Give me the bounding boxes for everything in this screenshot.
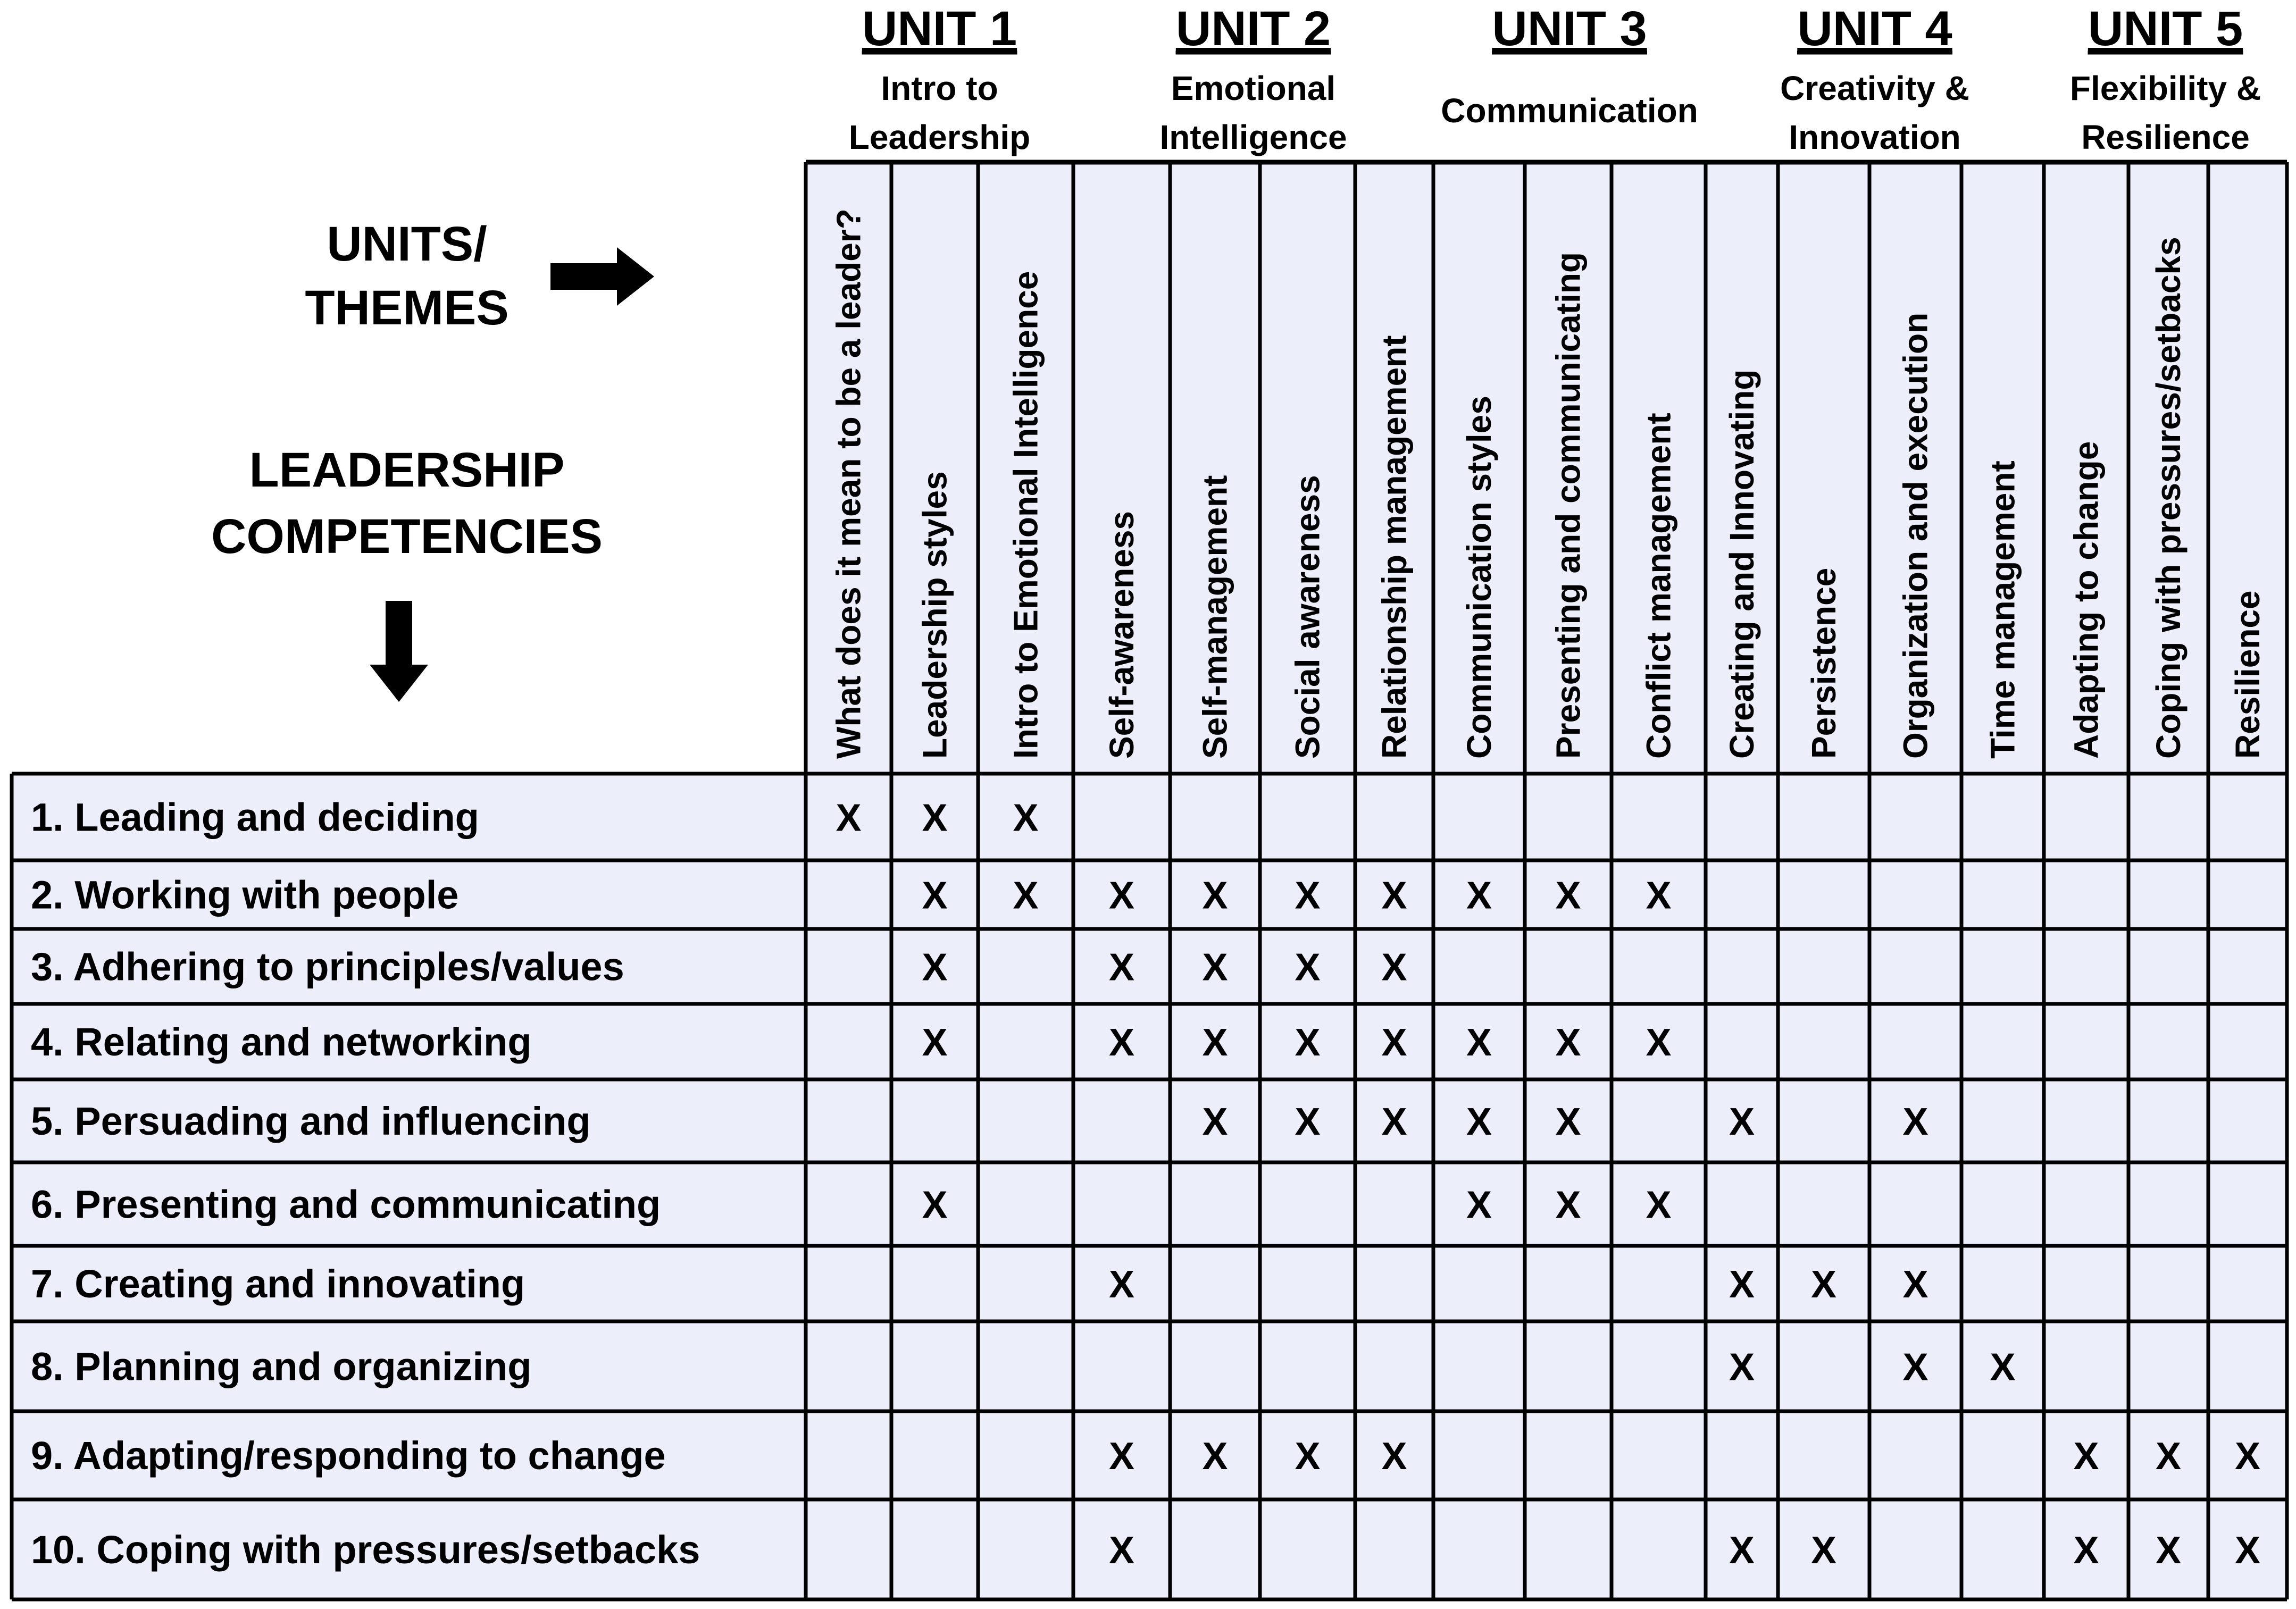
unit-subtitle: Resilience <box>2081 118 2250 156</box>
theme-label: Intro to Emotional Intelligence <box>1006 271 1045 759</box>
mark-x: X <box>1108 1435 1135 1478</box>
mark-x: X <box>2155 1529 2182 1572</box>
mark-x: X <box>1466 1184 1492 1227</box>
theme-label: What does it mean to be a leader? <box>829 208 868 759</box>
theme-label: Presenting and communicating <box>1549 252 1588 759</box>
mark-x: X <box>1646 1021 1672 1064</box>
mark-x: X <box>1108 1021 1135 1064</box>
mark-x: X <box>1108 1529 1135 1572</box>
units-themes-label: THEMES <box>305 281 509 335</box>
mark-x: X <box>1555 1021 1581 1064</box>
theme-label: Leadership styles <box>915 471 954 759</box>
unit-subtitle: Intelligence <box>1159 118 1347 156</box>
mark-x: X <box>1646 1184 1672 1227</box>
mark-x: X <box>1466 1021 1492 1064</box>
competency-label: 8. Planning and organizing <box>31 1344 532 1389</box>
competency-label: 6. Presenting and communicating <box>31 1182 661 1227</box>
mark-x: X <box>1013 797 1039 840</box>
competency-label: 10. Coping with pressures/setbacks <box>31 1528 700 1572</box>
mark-x: X <box>1381 946 1407 989</box>
theme-label: Adapting to change <box>2067 441 2106 759</box>
theme-label: Conflict management <box>1639 413 1678 759</box>
mark-x: X <box>1466 874 1492 917</box>
theme-label: Organization and execution <box>1896 312 1935 759</box>
mark-x: X <box>2073 1435 2099 1478</box>
mark-x: X <box>2234 1529 2261 1572</box>
mark-x: X <box>922 797 948 840</box>
unit-subtitle: Emotional <box>1171 69 1336 107</box>
mark-x: X <box>1295 1101 1321 1143</box>
mark-x: X <box>1295 1021 1321 1064</box>
theme-label: Social awareness <box>1288 475 1327 759</box>
theme-label: Persistence <box>1805 567 1843 759</box>
leadership-competencies-label: COMPETENCIES <box>211 509 603 564</box>
unit-label: UNIT 2 <box>1175 2 1331 56</box>
mark-x: X <box>1810 1529 1837 1572</box>
theme-label: Time management <box>1983 460 2022 759</box>
unit-subtitle: Creativity & <box>1780 69 1969 107</box>
mark-x: X <box>1990 1346 2016 1389</box>
unit-subtitle: Innovation <box>1789 118 1961 156</box>
mark-x: X <box>1810 1263 1837 1306</box>
mark-x: X <box>1902 1263 1928 1306</box>
mark-x: X <box>922 874 948 917</box>
mark-x: X <box>1202 1021 1228 1064</box>
competency-label: 1. Leading and deciding <box>31 795 479 840</box>
unit-label: UNIT 4 <box>1797 2 1952 56</box>
mark-x: X <box>1108 1263 1135 1306</box>
mark-x: X <box>1902 1346 1928 1389</box>
theme-label: Coping with pressures/setbacks <box>2149 237 2188 759</box>
mark-x: X <box>1202 1101 1228 1143</box>
mark-x: X <box>1729 1529 1755 1572</box>
mark-x: X <box>1381 874 1407 917</box>
mark-x: X <box>1646 874 1672 917</box>
competency-label: 2. Working with people <box>31 873 459 917</box>
unit-label: UNIT 5 <box>2088 2 2243 56</box>
mark-x: X <box>1555 1101 1581 1143</box>
mark-x: X <box>1381 1435 1407 1478</box>
mark-x: X <box>922 1184 948 1227</box>
mark-x: X <box>1295 874 1321 917</box>
mark-x: X <box>1202 874 1228 917</box>
competency-label: 3. Adhering to principles/values <box>31 944 624 989</box>
mark-x: X <box>1902 1101 1928 1143</box>
mark-x: X <box>1013 874 1039 917</box>
theme-label: Communication styles <box>1460 396 1498 759</box>
mark-x: X <box>922 946 948 989</box>
competency-label: 9. Adapting/responding to change <box>31 1434 666 1478</box>
mark-x: X <box>1295 946 1321 989</box>
theme-label: Creating and Innovating <box>1723 369 1761 759</box>
unit-subtitle: Leadership <box>848 118 1031 156</box>
mark-x: X <box>1202 946 1228 989</box>
mark-x: X <box>1381 1021 1407 1064</box>
mark-x: X <box>1555 874 1581 917</box>
leadership-competencies-label: LEADERSHIP <box>249 443 565 497</box>
mark-x: X <box>1108 874 1135 917</box>
theme-label: Relationship management <box>1375 335 1414 759</box>
unit-subtitle: Intro to <box>881 69 998 107</box>
theme-label: Self-management <box>1196 475 1234 759</box>
mark-x: X <box>1202 1435 1228 1478</box>
mark-x: X <box>1466 1101 1492 1143</box>
mark-x: X <box>1729 1346 1755 1389</box>
arrow-right-icon <box>550 247 654 306</box>
arrow-down-icon <box>370 601 428 702</box>
mark-x: X <box>1729 1263 1755 1306</box>
mark-x: X <box>2234 1435 2261 1478</box>
unit-subtitle: Flexibility & <box>2069 69 2261 107</box>
mark-x: X <box>1729 1101 1755 1143</box>
competency-label: 5. Persuading and influencing <box>31 1099 591 1143</box>
mark-x: X <box>836 797 862 840</box>
units-themes-label: UNITS/ <box>327 217 487 271</box>
competency-label: 4. Relating and networking <box>31 1020 532 1064</box>
unit-label: UNIT 1 <box>862 2 1017 56</box>
mark-x: X <box>1108 946 1135 989</box>
mark-x: X <box>2073 1529 2099 1572</box>
theme-label: Resilience <box>2228 590 2267 759</box>
mark-x: X <box>1381 1101 1407 1143</box>
mark-x: X <box>1295 1435 1321 1478</box>
unit-subtitle: Communication <box>1441 91 1698 130</box>
mark-x: X <box>1555 1184 1581 1227</box>
competency-label: 7. Creating and innovating <box>31 1262 525 1306</box>
mark-x: X <box>922 1021 948 1064</box>
unit-label: UNIT 3 <box>1492 2 1647 56</box>
theme-label: Self-awareness <box>1103 510 1141 759</box>
mark-x: X <box>2155 1435 2182 1478</box>
